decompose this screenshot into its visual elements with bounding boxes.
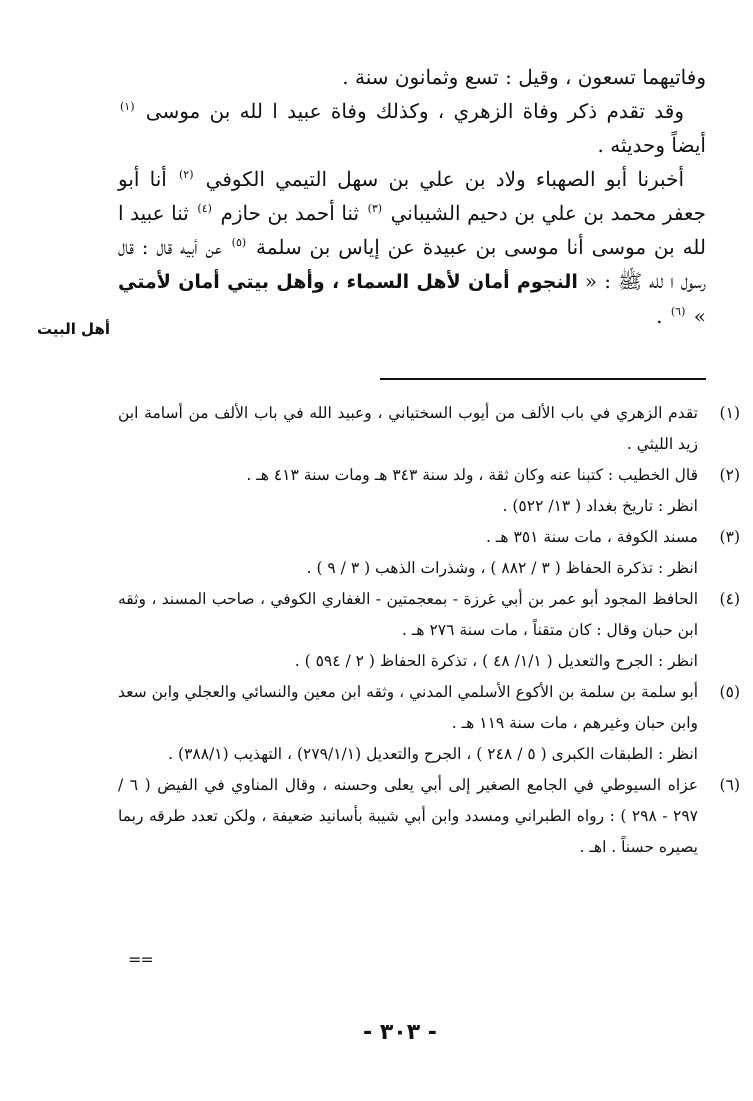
footnote-1 <box>118 398 740 460</box>
footnote-line: الحافظ المجود أبو عمر بن أبي غرزة - بمعجمتين - الغفاري الكوفي ، صاحب المسند ، وثقه ابن حبان وقال : كان متقناً ، مات سنة ٢٧٦ هـ . <box>118 590 698 639</box>
footnote-ref-6[interactable]: (٦) <box>670 305 686 319</box>
footnote-number: (٢) <box>719 466 740 484</box>
paragraph-3 <box>118 162 706 333</box>
footnote-separator <box>380 378 706 380</box>
footnote-ref-5[interactable]: (٥) <box>231 236 247 250</box>
footnote-body <box>118 584 698 677</box>
footnote-line: انظر : تاريخ بغداد ( ١٣/ ٥٢٢) . <box>502 497 698 515</box>
paragraph-3-text-a: أخبرنا أبو الصهباء ولاد بن علي بن سهل التيمي الكوفي <box>205 167 684 191</box>
footnote-number: (١) <box>719 404 740 422</box>
footnote-line: انظر : تذكرة الحفاظ ( ٣ / ٨٨٢ ) ، وشذرات الذهب ( ٣ / ٩ ) . <box>306 559 698 577</box>
main-text <box>118 60 706 333</box>
footnote-2 <box>118 460 740 522</box>
footnote-number: (٦) <box>719 776 740 794</box>
paragraph-2-text-b: أيضاً وحديثه . <box>597 133 706 157</box>
hadith-text: النجوم أمان لأهل السماء ، وأهل بيتي أمان لأمتي <box>118 271 578 293</box>
page-number: - ٣٠٣ - <box>363 1020 437 1045</box>
footnote-line: انظر : الجرح والتعديل ( ١/١/ ٤٨ ) ، تذكرة الحفاظ ( ٢ / ٥٩٤ ) . <box>294 652 698 670</box>
footnote-line: أبو سلمة بن سلمة بن الأكوع الأسلمي المدني ، وثقه ابن معين والنسائي والعجلي وابن سعد وابن حبان وغيرهم ، مات سنة ١١٩ هـ . <box>118 683 698 732</box>
footnote-ref-4[interactable]: (٤) <box>197 202 212 216</box>
paragraph-3-text-b: أنا أبو جعفر محمد بن علي بن دحيم الشيباني <box>118 167 707 225</box>
footnote-5 <box>118 677 740 770</box>
footnote-line: عزاه السيوطي في الجامع الصغير إلى أبي يعلى وحسنه ، وقال المناوي في الفيض ( ٦ / ٢٩٧ - ٢٩٨ ) : رواه الطبراني ومسدد وابن أبي شيبة بأسانيد ضعيفة ، ولكن تعدد طرقه ربما يصيره حسناً . اهـ . <box>118 776 698 856</box>
footnote-ref-2[interactable]: (٢) <box>178 168 194 182</box>
footnote-6 <box>118 770 740 863</box>
paragraph-2-text-a: وقد تقدم ذكر وفاة الزهري ، وكذلك وفاة عبيد ا لله بن موسى <box>145 99 684 123</box>
paragraph-1-text: وفاتيهما تسعون ، وقيل : تسع وثمانون سنة . <box>342 65 706 89</box>
end-mark: == <box>128 950 153 969</box>
footnote-4 <box>118 584 740 677</box>
footnote-line: انظر : الطبقات الكبرى ( ٥ / ٢٤٨ ) ، الجرح والتعديل (٢٧٩/١/١) ، التهذيب (٣٨٨/١) . <box>168 745 698 763</box>
footnote-number: (٤) <box>719 590 740 608</box>
footnote-line: مسند الكوفة ، مات سنة ٣٥١ هـ . <box>486 528 698 546</box>
footnote-body <box>118 460 698 522</box>
footnotes <box>118 398 740 863</box>
footnote-3 <box>118 522 740 584</box>
margin-note: أهل البيت <box>36 320 110 338</box>
paragraph-3-text-e: عن أبيه قال : قال رسول ا لله ﷺ : « <box>118 235 707 293</box>
paragraph-1 <box>118 60 706 94</box>
paragraph-3-text-g: . <box>656 304 663 328</box>
paragraph-3-text-c: ثنا أحمد بن حازم <box>220 201 360 225</box>
footnote-body <box>118 522 698 584</box>
footnote-ref-3[interactable]: (٣) <box>367 202 383 216</box>
footnote-line: قال الخطيب : كتبنا عنه وكان ثقة ، ولد سنة ٣٤٣ هـ ومات سنة ٤١٣ هـ . <box>246 466 698 484</box>
paragraph-3-text-f: » <box>693 304 706 328</box>
footnote-line: تقدم الزهري في باب الألف من أيوب السختياني ، وعبيد الله في باب الألف من أسامة ابن زيد الليثي . <box>118 404 698 453</box>
footnote-ref-1[interactable]: (١) <box>120 100 135 114</box>
footnote-body <box>118 398 698 460</box>
footnote-number: (٥) <box>719 683 740 701</box>
footnote-number: (٣) <box>719 528 740 546</box>
footnote-body <box>118 770 698 863</box>
footnote-body <box>118 677 698 770</box>
paragraph-2 <box>118 94 706 162</box>
paragraph-3-text-d: ثنا عبيد ا لله بن موسى أنا موسى بن عبيدة عن إياس بن سلمة <box>118 201 707 259</box>
